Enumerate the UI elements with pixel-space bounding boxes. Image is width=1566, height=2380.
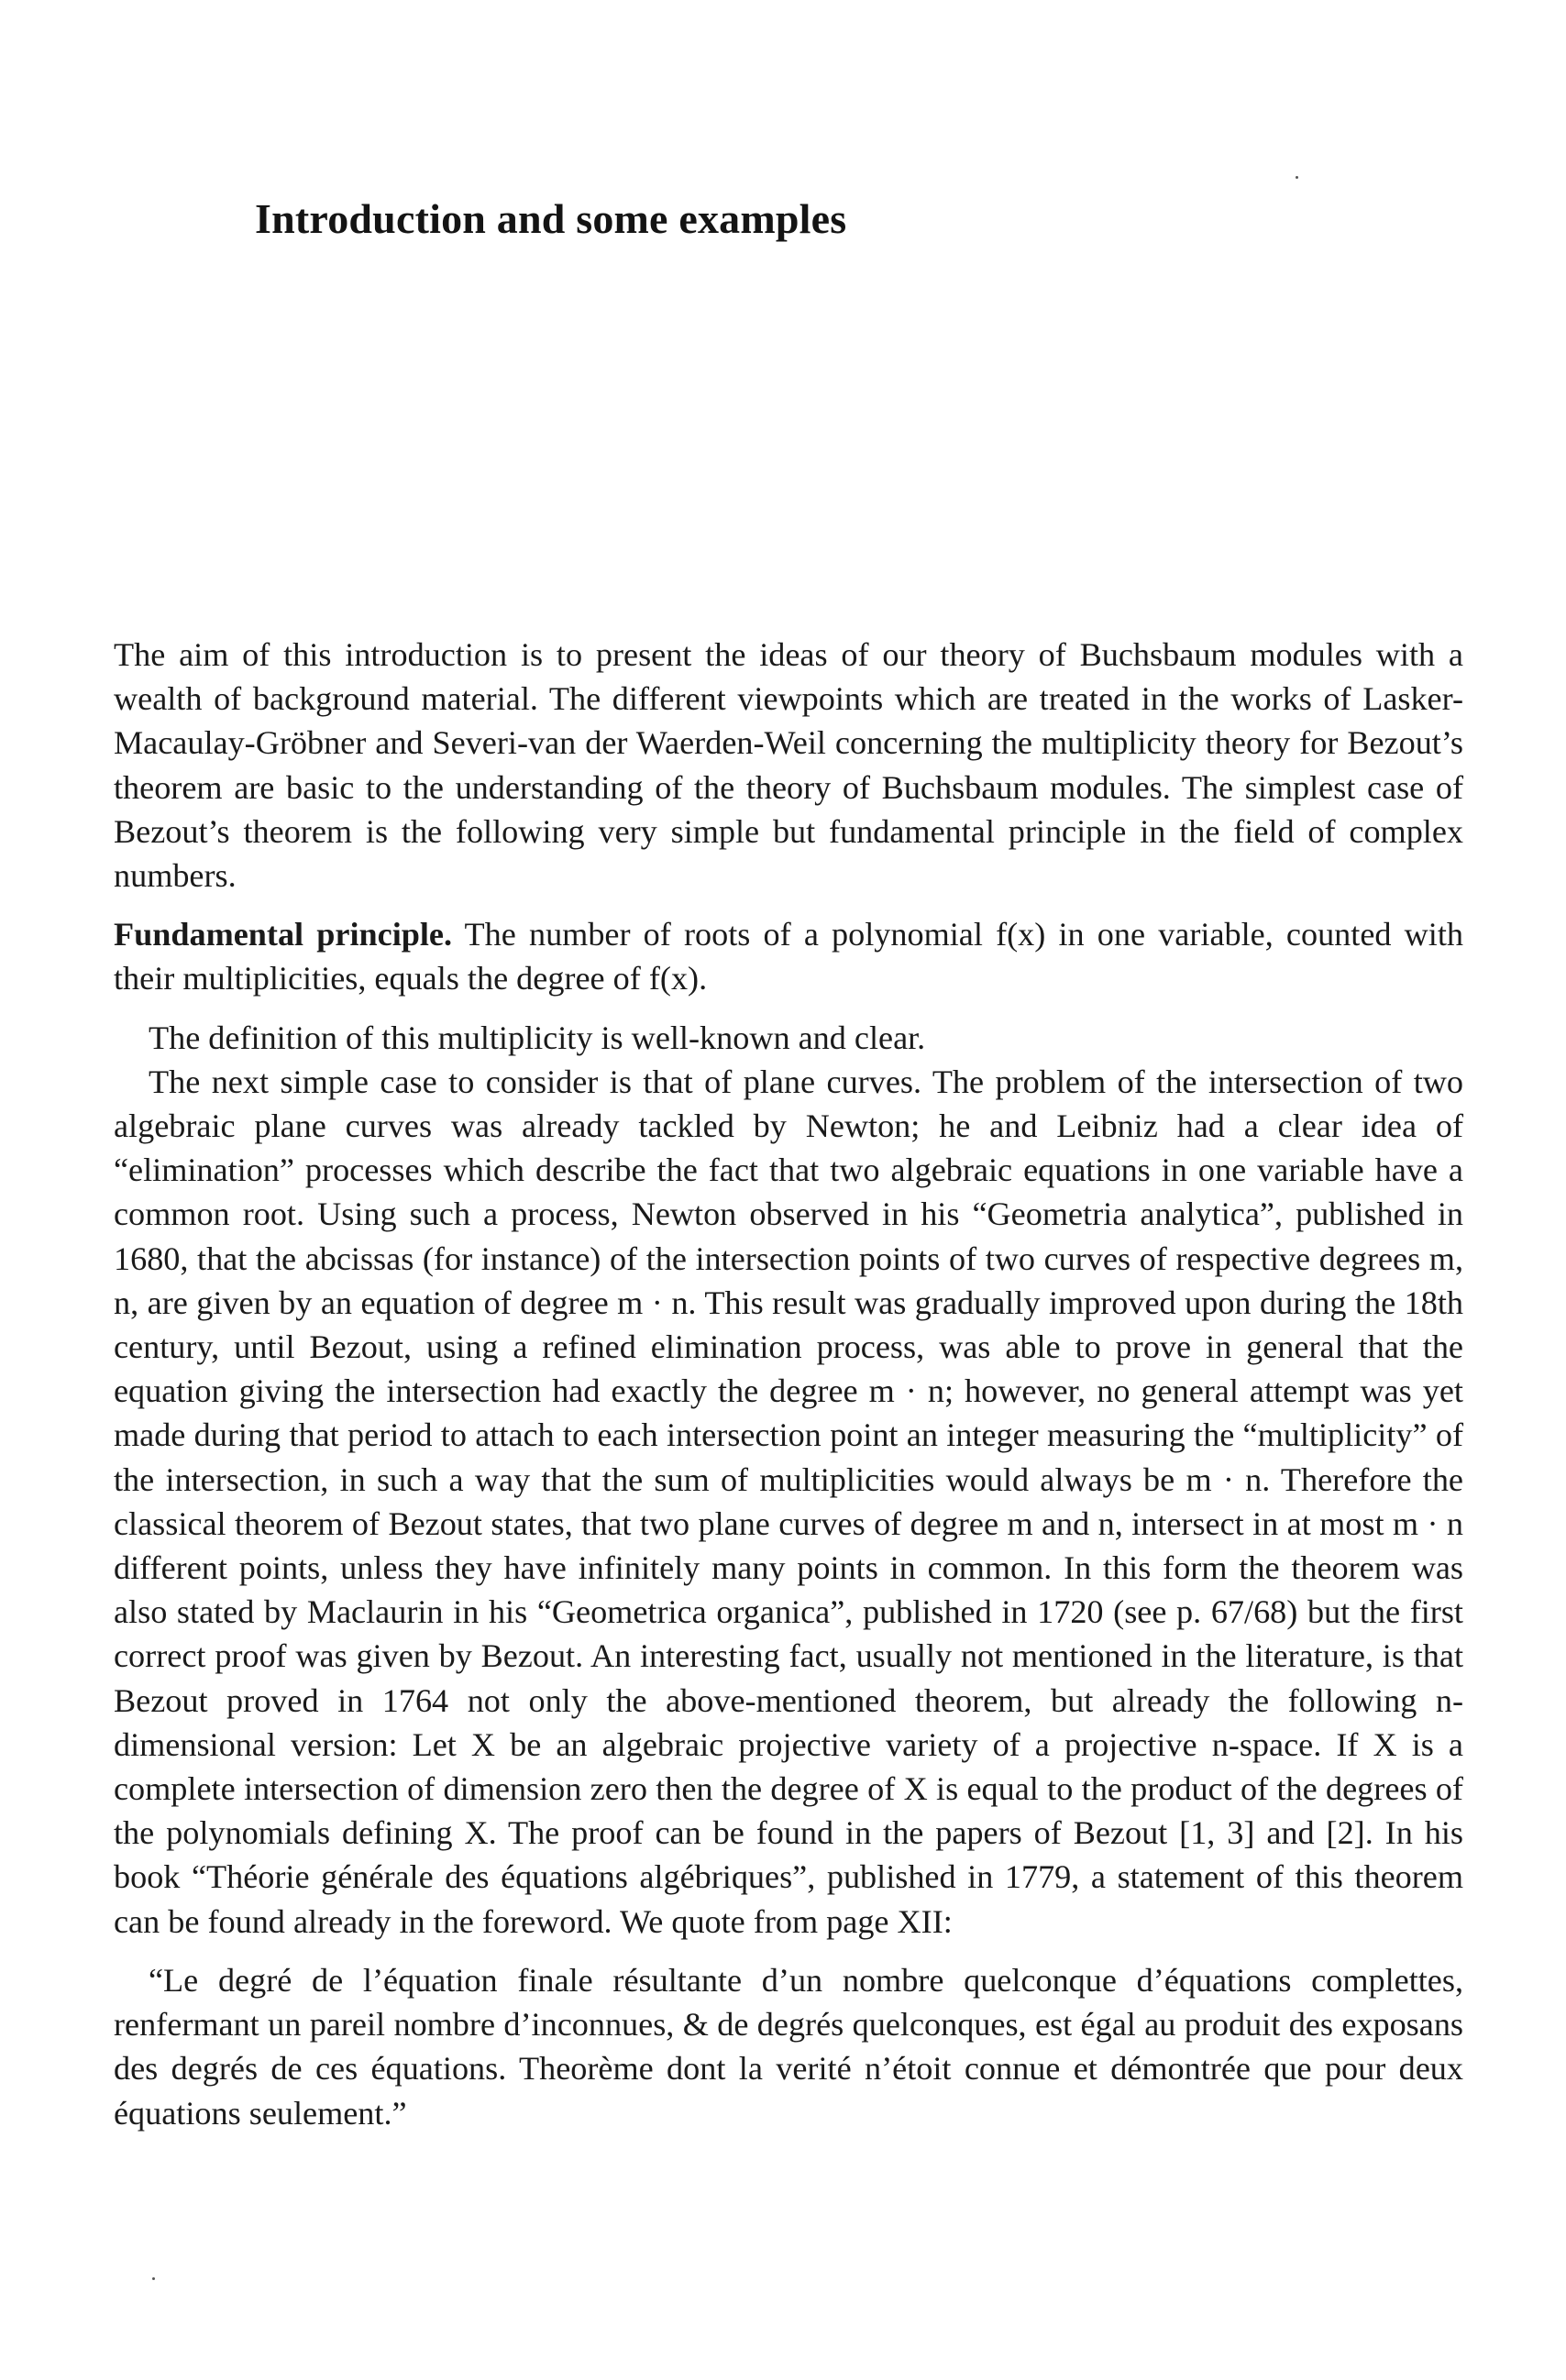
intro-paragraph: The aim of this introduction is to present the ideas of our theory of Buchsbaum modules with a wealth of background material. The different viewpoints which are treated in the works of Lasker-Macaulay-Gröbner and Severi-van der Waerden-Weil concerning the multiplicity theory for Bezout’s theorem are basic to the understanding of the theory of Buchsbaum modules. The simplest case of Bezout’s theorem is the following very simple but fundamental principle in the field of complex numbers. xyxy=(114,636,1463,895)
quote-paragraph: “Le degré de l’équation finale résultante d’un nombre quelconque d’équations complettes, renfermant un pareil nombre d’inconnues, & de degrés quelconques, est égal au produit des exposans des degrés de ces équations. Theorème dont la verité n’étoit connue et démontrée que pour deux équations seulement.” xyxy=(114,1961,1463,2132)
history-paragraph: The next simple case to consider is that of plane curves. The problem of the intersection of two algebraic plane curves was already tackled by Newton; he and Leibniz had a clear idea of “elimination” processes which describe the fact that two algebraic equations in one variable have a common root. Using such a process, Newton observed in his “Geometria analytica”, published in 1680, that the abcissas (for instance) of the intersection points of two curves of respective degrees m, n, are given by an equation of degree m · n. This result was gradually improved upon during the 18th century, until Bezout, using a refined elimination process, was able to prove in general that the equation giving the intersection had exactly the degree m · n; however, no general attempt was yet made during that period to attach to each intersection point an integer measuring the “multiplicity” of the intersection, in such a way that the sum of multiplicities would always be m · n. Therefore the classical theorem of Bezout states, that two plane curves of degree m and n, intersect in at most m · n different points, unless they have infinitely many points in common. In this form the theorem was also stated by Maclaurin in his “Geometrica organica”, published in 1720 (see p. 67/68) but the first correct proof was given by Bezout. An interesting fact, usually not mentioned in the literature, is that Bezout proved in 1764 not only the above-mentioned theorem, but already the following n-dimensional version: Let X be an algebraic projective variety of a projective n-space. If X is a complete intersection of dimension zero then the degree of X is equal to the product of the degrees of the polynomials defining X. The proof can be found in the papers of Bezout [1, 3] and [2]. In his book “Théorie générale des équations algébriques”, published in 1779, a statement of this theorem can be found already in the foreword. We quote from page XII: xyxy=(114,1063,1463,1940)
stray-mark xyxy=(152,2277,155,2280)
fundamental-principle-paragraph xyxy=(114,912,1463,1000)
stray-mark xyxy=(1296,176,1298,179)
chapter-title: Introduction and some examples xyxy=(255,195,847,242)
body-text xyxy=(114,633,1463,2135)
definition-paragraph: The definition of this multiplicity is well-known and clear. xyxy=(149,1019,926,1056)
fundamental-principle-label: Fundamental principle. xyxy=(114,916,453,953)
fundamental-principle-text: The number of roots of a polynomial f(x) in one variable, counted with their multiplicities, equals the degree of f(x). xyxy=(114,916,1463,997)
